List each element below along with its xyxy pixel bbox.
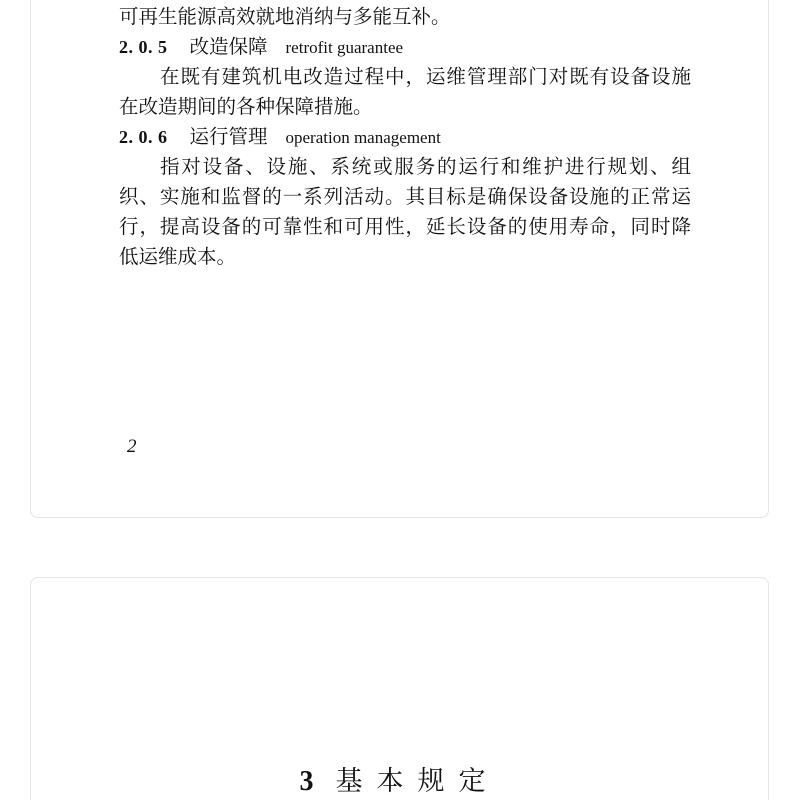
definition-line: 指对设备、设施、系统或服务的运行和维护进行规划、组 [160,155,691,178]
definition-line: 在既有建筑机电改造过程中，运维管理部门对既有设备设施 [160,65,691,88]
definition-line: 行，提高设备的可靠性和可用性，延长设备的使用寿命，同时降 [119,215,691,238]
chapter-number: 3 [299,766,314,797]
term-chinese: 运行管理 [189,125,268,148]
definition-line: 在改造期间的各种保障措施。 [119,95,373,118]
term-chinese: 改造保障 [189,35,268,58]
chapter-heading [31,759,768,798]
term-number: 2. 0. 5 [119,37,168,57]
document-page-upper [30,0,769,518]
definition-line: 织、实施和监督的一系列活动。其目标是确保设备设施的正常运 [119,185,691,208]
term-number: 2. 0. 6 [119,127,168,147]
term-heading-2-0-6 [119,122,441,153]
term-english: operation management [285,128,441,147]
document-page-lower [30,577,769,800]
term-english: retrofit guarantee [285,38,404,57]
page-number: 2 [127,436,137,457]
continuation-line: 可再生能源高效就地消纳与多能互补。 [119,5,451,28]
definition-line: 低运维成本。 [119,245,237,268]
term-heading-2-0-5 [119,32,403,63]
chapter-title: 基本规定 [335,766,500,797]
